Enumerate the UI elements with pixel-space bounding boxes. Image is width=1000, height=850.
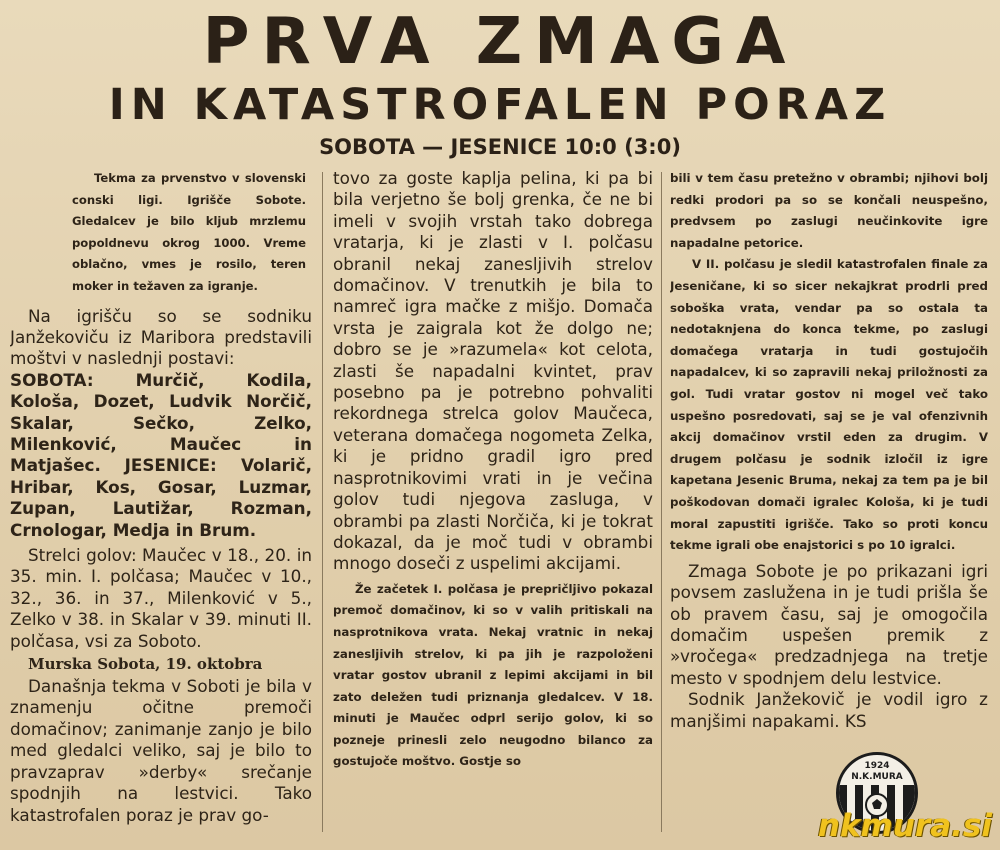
- article-column-3: [670, 168, 988, 840]
- report-text: Že začetek I. polčasa je prepričljivo pokazal premoč domačinov, ki so v valih pritiskali na nasprotnikova vrata. Nekaj vratnic in nekaj zanesljivih strelov, ki pa jih je razpoloženi vratar gostov ubranil z lepimi akcijami in bil zato deležen tudi priznanja gledalcev. V 18. minuti je Maučec odprl serijo golov, ki so pozneje prinesli zelo neugodno bilanco za gostujoče moštvo. Gostje so: [333, 581, 653, 769]
- goal-scorers: Strelci golov: Maučec v 18., 20. in 35. min. I. polčasa; Maučec v 10., 32., 36. in 37., Milenković v 5., Zelko v 38. in Skalar v 39. minuti II. polčasa, vsi za Soboto.: [10, 545, 312, 651]
- headline-main: PRVA ZMAGA: [202, 5, 798, 79]
- article-column-1: [10, 168, 312, 840]
- referee-note: Sodnik Janžekovič je vodil igro z manjšimi napakami. KS: [670, 689, 988, 731]
- lineup-intro: Na igrišču so se sodniku Janžekoviču iz Maribora predstavili moštvi v naslednji postavi:: [10, 305, 312, 369]
- report-text: V II. polčasu je sledil katastrofalen finale za Jeseničane, ki so sicer nekajkrat prodrli pred soboška vrata, vendar pa so ostala ta nedotaknjena do konca tekme, po zaslugi domačega vratarja in tudi gostujočih napadalcev, ki so zapravili nekaj priložnosti za gol. Tudi vratar gostov ni mogel več tako uspešno posredovati, saj se je val ofenzivnih akcij domačinov vrstil eden za drugim. V drugem polčasu je sodnik izločil iz igre kapetana Jesenic Bruma, nekaj za tem pa je bil poškodovan domači igralec Kološa, ki je tudi moral zapustiti igrišče. Tako so proti koncu tekme igrali obe enajstorici s po 10 igralci.: [670, 257, 988, 553]
- sobota-lineup: SOBOTA: Murčič, Kodila, Kološa, Dozet, Ludvik Norčič, Skalar, Sečko, Zelko, Milenković, Maučec in Matjašec.: [10, 369, 312, 476]
- report-text: tovo za goste kaplja pelina, ki pa bi bila verjetno še bolj grenka, če ne bi imeli v svojih vrstah tako dobrega vratarja, ki je zlasti v I. polčasu obranil nekaj zanesljivih strelov domačinov. V trenutkih je bila to namreč igra mačke z mišjo. Domača vrsta je zaigrala kot že dolgo ne; dobro se je »razumela« kot celota, zlasti še napadalni kvintet, prav posebno pa je potrebno pohvaliti rekordnega strelca golov Maučeca, veterana domačega nogometa Zelka, ki je pridno gradil igro pred nasprotnikovimi vrati in je večina golov tudi njegova zasluga, v obrambi pa zlasti Norčiča, ki je tokrat dokazal, da je moč tudi v obrambi mnogo doseči z uspelimi akcijami.: [333, 168, 653, 574]
- report-text: Današnja tekma v Soboti je bila v znamenju očitne premoči domačinov; zanimanje zanjo je bilo med gledalci veliko, saj je bilo to pravzaprav »derby« srečanje spodnjih na lestvici. Tako katastrofalen poraz je prav go-: [10, 676, 312, 825]
- column-divider: [322, 172, 323, 832]
- watermark-site: nkmura.si: [817, 808, 992, 844]
- headline-second: IN KATASTROFALEN PORAZ: [108, 80, 892, 130]
- team-lineups: [10, 370, 312, 541]
- report-conclusion: Zmaga Sobote je po prikazani igri povsem zaslužena in je tudi prišla še ob pravem času, saj je omogočila domačim uspešen premik z »vročega« predzadnjega na tretje mesto v spodnjem delu lestvice.: [670, 560, 988, 688]
- logo-year: 1924: [864, 761, 890, 771]
- report-text: bili v tem času pretežno v obrambi; njihovi bolj redki prodori pa so se končali neuspešno, predvsem po zaslugi neučinkovite igre napadalne petorice.: [670, 171, 988, 250]
- score-subheadline: SOBOTA — JESENICE 10:0 (3:0): [319, 135, 681, 159]
- article-column-2: [333, 168, 653, 840]
- dateline: Murska Sobota, 19. oktobra: [28, 655, 263, 674]
- logo-name: N.K.MURA: [851, 772, 903, 782]
- match-info: Tekma za prvenstvo v slovenski conski ligi. Igrišče Sobote. Gledalcev je bilo kljub mrzlemu popoldnevu okrog 1000. Vreme oblačno, vmes je rosilo, teren moker in težaven za igranje.: [72, 171, 306, 293]
- column-divider: [661, 172, 662, 832]
- jesenice-lineup: JESENICE: Volarič, Hribar, Kos, Gosar, Luzmar, Zupan, Lautižar, Rozman, Crnologar, Medja in Brum.: [10, 455, 312, 540]
